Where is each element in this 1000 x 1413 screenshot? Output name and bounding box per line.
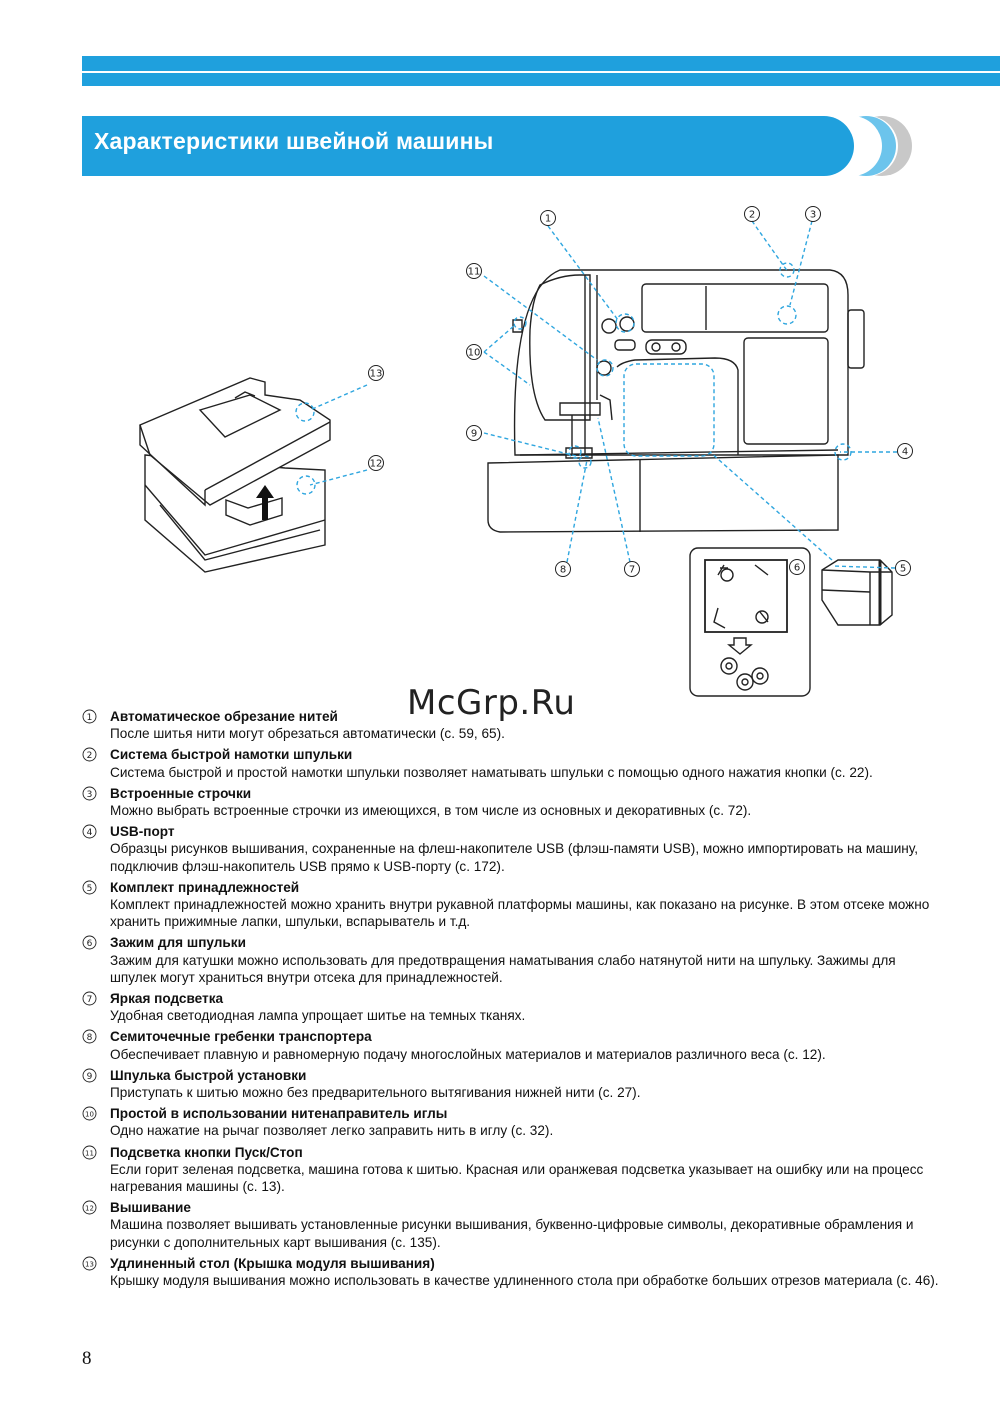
feature-description: Система быстрой и простой намотки шпульки позволяет наматывать шпульки с помощью одного нажатия кнопки (с. 22). (110, 764, 873, 780)
svg-text:5: 5 (86, 883, 93, 894)
feature-title: Простой в использовании нитенаправитель иглы (110, 1106, 448, 1122)
feature-item-13 (82, 1255, 942, 1289)
svg-text:9: 9 (470, 428, 478, 440)
feature-title: Подсветка кнопки Пуск/Стоп (110, 1144, 303, 1160)
sewing-machine-drawing (488, 270, 864, 532)
top-accent-bar (82, 56, 1000, 86)
feature-item-10 (82, 1105, 942, 1139)
feature-list (82, 708, 942, 1293)
callout-5 (896, 561, 911, 576)
page-title: Характеристики швейной машины (94, 128, 494, 154)
feature-item-4 (82, 823, 942, 875)
feature-description: Приступать к шитью можно без предварительного вытягивания нижней нити (с. 27). (110, 1085, 641, 1101)
feature-description: Образцы рисунков вышивания, сохраненные на флеш-накопителе USB (флэш-памяти USB), можно импортировать на машину, подключив флэш-накопитель USB прямо к USB-порту (с. 172). (110, 841, 919, 874)
callout-7 (625, 562, 640, 577)
feature-number-6 (82, 935, 97, 950)
callout-9 (467, 426, 482, 441)
feature-description: Зажим для катушки можно использовать для предотвращения наматывания слабо натянутой нити на шпульку. Зажимы для шпулек могут храниться внутри отсека для принадлежностей. (110, 952, 896, 985)
feature-item-5 (82, 879, 942, 931)
feature-description: Удобная светодиодная лампа упрощает шитье на темных тканях. (110, 1008, 526, 1024)
svg-text:1: 1 (544, 213, 552, 225)
feature-title: Комплект принадлежностей (110, 879, 300, 895)
feature-number-4 (82, 824, 97, 839)
feature-description: Машина позволяет вышивать установленные рисунки вышивания, буквенно-цифровые символы, декоративные обрамления и рисунки с дополнительных карт вышивания (с. 135). (110, 1217, 914, 1250)
svg-text:7: 7 (628, 564, 636, 576)
svg-text:9: 9 (86, 1071, 93, 1082)
feature-number-10 (82, 1106, 97, 1121)
feature-item-11 (82, 1144, 942, 1196)
feature-item-8 (82, 1028, 942, 1062)
feature-description: После шитья нити могут обрезаться автоматически (с. 59, 65). (110, 726, 505, 742)
svg-text:1: 1 (86, 713, 93, 723)
feature-item-3 (82, 785, 942, 819)
svg-text:11: 11 (85, 1149, 94, 1158)
svg-text:13: 13 (369, 368, 383, 380)
callout-8 (556, 562, 571, 577)
callout-2 (745, 207, 760, 222)
svg-text:3: 3 (809, 209, 817, 221)
page-number: 8 (82, 1348, 92, 1369)
feature-description: Крышку модуля вышивания можно использовать в качестве удлиненного стола при обработке больших отрезов материала (с. 46). (110, 1273, 939, 1289)
feature-description: Можно выбрать встроенные строчки из имеющихся, в том числе из основных и декоративных (с. 72). (110, 803, 752, 819)
feature-number-12 (82, 1200, 97, 1215)
callout-11 (467, 264, 482, 279)
svg-text:8: 8 (86, 1033, 93, 1044)
feature-number-7 (82, 991, 97, 1006)
feature-item-2 (82, 746, 942, 780)
svg-text:2: 2 (86, 751, 93, 762)
bobbin-clip-inset (690, 548, 810, 696)
feature-title: Шпулька быстрой установки (110, 1067, 307, 1083)
svg-text:13: 13 (85, 1260, 94, 1269)
svg-text:5: 5 (899, 563, 907, 575)
svg-text:10: 10 (467, 347, 481, 359)
callout-1 (541, 211, 556, 226)
feature-number-8 (82, 1029, 97, 1044)
callout-12 (369, 456, 384, 471)
feature-item-12 (82, 1199, 942, 1251)
feature-description: Обеспечивает плавную и равномерную подачу многослойных материалов и материалов различного веса (с. 12). (110, 1046, 826, 1062)
callout-10 (467, 345, 482, 360)
callout-3 (806, 207, 821, 222)
feature-number-11 (82, 1145, 97, 1160)
callout-4 (898, 444, 913, 459)
svg-text:6: 6 (86, 939, 93, 950)
svg-text:3: 3 (86, 789, 93, 800)
feature-title: USB-порт (110, 824, 175, 840)
feature-number-3 (82, 786, 97, 801)
feature-number-9 (82, 1068, 97, 1083)
feature-description: Комплект принадлежностей можно хранить внутри рукавной платформы машины, как показано на рисунке. В этом отсеке можно хранить прижимные лапки, шпульки, вспарыватель и т.д. (110, 897, 930, 930)
svg-text:4: 4 (901, 446, 909, 458)
callout-13 (369, 366, 384, 381)
feature-number-1 (82, 709, 97, 724)
svg-text:8: 8 (559, 564, 567, 576)
feature-number-5 (82, 880, 97, 895)
svg-text:12: 12 (369, 458, 383, 470)
feature-number-2 (82, 747, 97, 762)
feature-description: Если горит зеленая подсветка, машина готова к шитью. Красная или оранжевая подсветка указывает на ошибку или на процесс нагревания машины (с. 13). (110, 1161, 924, 1195)
svg-text:6: 6 (793, 562, 801, 574)
feature-title: Встроенные строчки (110, 785, 252, 801)
feature-title: Вышивание (110, 1200, 191, 1216)
sewing-machine-illustration (0, 195, 1000, 710)
feature-item-9 (82, 1067, 942, 1101)
svg-text:11: 11 (467, 266, 481, 278)
feature-title: Автоматическое обрезание нитей (110, 709, 338, 724)
feature-title: Удлиненный стол (Крышка модуля вышивания) (110, 1255, 435, 1271)
svg-text:4: 4 (86, 828, 93, 839)
feature-title: Система быстрой намотки шпульки (110, 747, 353, 763)
feature-item-7 (82, 990, 942, 1024)
feature-description: Одно нажатие на рычаг позволяет легко заправить нить в иглу (с. 32). (110, 1123, 554, 1139)
svg-text:12: 12 (85, 1204, 94, 1213)
feature-title: Семиточечные гребенки транспортера (110, 1029, 372, 1045)
feature-title: Яркая подсветка (110, 991, 224, 1007)
accessory-box-drawing (822, 560, 892, 625)
watermark: McGrp.Ru (407, 683, 576, 723)
section-banner (82, 116, 912, 176)
feature-title: Зажим для шпульки (110, 935, 246, 951)
svg-text:2: 2 (748, 209, 756, 221)
feature-item-6 (82, 934, 942, 986)
feature-number-13 (82, 1256, 97, 1271)
svg-text:10: 10 (85, 1110, 94, 1119)
svg-text:7: 7 (86, 995, 93, 1006)
embroidery-module-drawing (140, 378, 330, 572)
feature-item-1 (82, 708, 942, 742)
